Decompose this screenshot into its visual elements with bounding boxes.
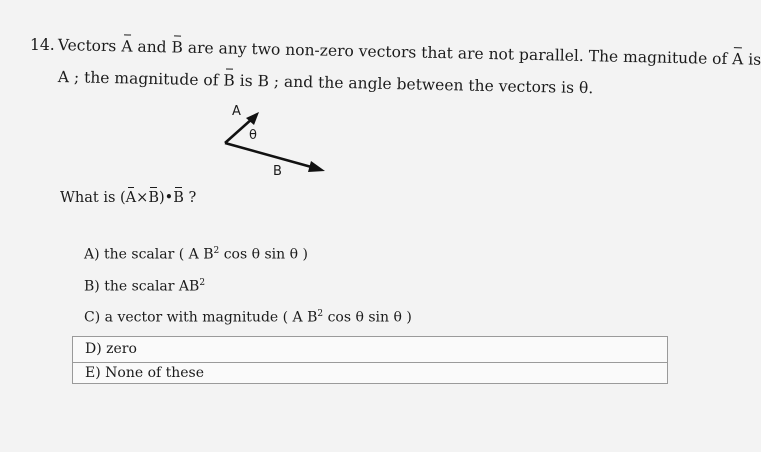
option-c-sup: 2 xyxy=(317,309,324,319)
text-is: is xyxy=(748,50,761,69)
option-e-value: None of these xyxy=(105,365,205,381)
text-vectors: Vectors xyxy=(57,36,117,56)
prompt-end: ? xyxy=(188,190,197,206)
vector-diagram xyxy=(215,104,335,179)
vector-b-arrowhead xyxy=(308,161,325,172)
prompt-times: × xyxy=(136,190,149,206)
vector-a-symbol-2: A xyxy=(731,50,744,69)
prompt-middle: )• xyxy=(158,190,174,206)
diagram-label-a: A xyxy=(232,104,241,119)
prompt-vec-a: A xyxy=(125,190,137,206)
prompt-vec-b2: B xyxy=(173,190,184,206)
question-line-2 xyxy=(58,68,594,97)
diagram-label-theta: θ xyxy=(249,128,257,143)
question-prompt xyxy=(60,190,196,206)
prompt-vec-b: B xyxy=(148,190,159,206)
vector-b-arrow xyxy=(225,143,315,168)
option-a-text: the scalar ( A B xyxy=(104,246,214,263)
option-d-value: zero xyxy=(106,341,137,357)
option-c-label: C) xyxy=(84,309,101,326)
option-a-label: A) xyxy=(84,246,100,263)
option-a[interactable] xyxy=(84,246,308,263)
option-d-label: D) xyxy=(85,341,102,357)
option-c-tail: cos θ sin θ ) xyxy=(323,309,412,326)
option-d-text xyxy=(85,341,137,357)
text-line2-start: A ; the magnitude of xyxy=(57,68,219,90)
option-c[interactable] xyxy=(84,309,412,326)
option-a-tail: cos θ sin θ ) xyxy=(219,246,308,263)
option-e[interactable] xyxy=(72,362,668,384)
option-b-label: B) xyxy=(84,278,100,295)
text-line1-rest: are any two non-zero vectors that are not parallel. The magnitude of xyxy=(187,38,728,69)
option-e-label: E) xyxy=(85,365,101,381)
option-c-text: a vector with magnitude ( A B xyxy=(104,309,318,326)
option-e-text xyxy=(85,365,204,381)
text-line2-rest: is B ; and the angle between the vectors is θ. xyxy=(239,71,594,98)
question-number: 14. xyxy=(30,36,55,54)
vector-a-symbol: A xyxy=(121,37,133,56)
option-a-sup: 2 xyxy=(213,246,220,256)
vector-b-symbol: B xyxy=(171,38,184,57)
diagram-label-b: B xyxy=(273,164,282,179)
question-line-1 xyxy=(58,36,761,69)
vector-b-symbol-2: B xyxy=(223,71,235,90)
option-b-text: the scalar AB xyxy=(104,278,200,295)
text-and: and xyxy=(137,37,167,57)
option-b-sup: 2 xyxy=(199,278,206,288)
prompt-start: What is ( xyxy=(60,190,126,206)
option-d[interactable] xyxy=(72,336,668,364)
option-b[interactable] xyxy=(84,278,205,295)
